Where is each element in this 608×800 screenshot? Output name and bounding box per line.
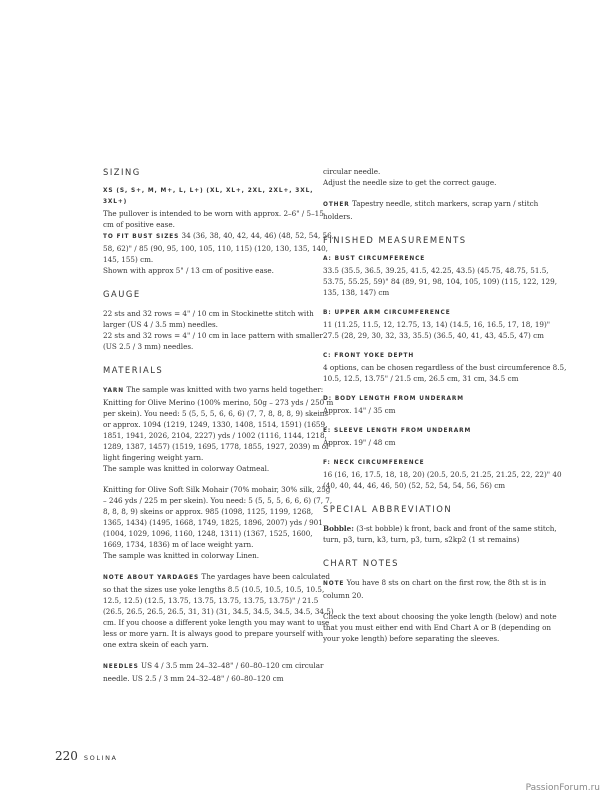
page-footer: [55, 745, 118, 764]
gauge-heading: GAUGE: [103, 289, 141, 299]
fit-label: TO FIT BUST SIZES: [103, 234, 180, 240]
bobble-def: [323, 523, 568, 545]
measure-e-label: E: SLEEVE LENGTH FROM UNDERARM: [323, 428, 472, 434]
measure-f-text: 16 (16, 16, 17.5, 18, 18, 20) (20.5, 20.5, 21.25, 21.25, 22, 22)" 40 (40, 40, 44, 46, 46, 50) (52, 52, 54, 54, 56, 56) cm: [323, 470, 562, 490]
measure-c-label: C: FRONT YOKE DEPTH: [323, 353, 415, 359]
page-number: 220: [55, 749, 78, 763]
gauge-line2: 22 sts and 32 rows = 4" / 10 cm in lace pattern with smaller (US 2.5 / 3 mm) needles.: [103, 331, 323, 351]
bobble-label: Bobble:: [323, 524, 354, 533]
magazine-name: SOLINA: [83, 754, 118, 762]
yarn-label: YARN: [103, 388, 125, 394]
sizes-label: XS (S, S+, M, M+, L, L+) (XL, XL+, 2XL, 2XL+, 3XL, 3XL+): [103, 188, 314, 205]
watermark: PassionForum.ru: [525, 783, 600, 793]
chart-check: Check the text about choosing the yoke length (below) and note that you must either end with End Chart A or B (depending on your yoke length) before separating the sleeves.: [323, 612, 557, 643]
needles-continued: circular needle.: [323, 167, 381, 176]
measure-c-text: 4 options, can be chosen regardless of the bust circumference 8.5, 10.5, 12.5, 13.75" / 21.5 cm, 26.5 cm, 31 cm, 34.5 cm: [323, 363, 567, 383]
chart-note-text: You have 8 sts on chart on the first row, the 8th st is in column 20.: [323, 578, 547, 600]
measure-d-text: Approx. 14" / 35 cm: [323, 406, 396, 415]
measure-d-label: D: BODY LENGTH FROM UNDERARM: [323, 396, 464, 402]
measure-a-text: 33.5 (35.5, 36.5, 39.25, 41.5, 42.25, 43.5) (45.75, 48.75, 51.5, 53.75, 55.25, 59)" 84 (89, 91, 98, 104, 105, 109) (115, 122, 129, 135, 138, 147) cm: [323, 266, 557, 297]
sizing-heading: SIZING: [103, 167, 141, 177]
bobble-text: (3-st bobble) k front, back and front of the same stitch, turn, p3, turn, k3, turn, p3, turn, s2kp2 (1 st remains): [323, 524, 557, 544]
yarn-intro: [103, 384, 335, 397]
sizing-intended: The pullover is intended to be worn with approx. 2–6" / 5–15 cm of positive ease.: [103, 209, 324, 229]
yarn-intro-text: The sample was knitted with two yarns held together:: [126, 385, 324, 394]
measure-a-label: A: BUST CIRCUMFERENCE: [323, 256, 426, 262]
needles-label: NEEDLES: [103, 664, 139, 670]
measure-b-text: 11 (11.25, 11.5, 12, 12.75, 13, 14) (14.5, 16, 16.5, 17, 18, 19)" 27.5 (28, 29, 30, 32, 33, 35.5) (36.5, 40, 41, 43, 45.5, 47) cm: [323, 320, 551, 340]
finished-heading: FINISHED MEASUREMENTS: [323, 235, 467, 245]
measure-f-label: F: NECK CIRCUMFERENCE: [323, 460, 425, 466]
gauge-line1: 22 sts and 32 rows = 4" / 10 cm in Stockinette stitch with larger (US 4 / 3.5 mm) needles.: [103, 309, 314, 329]
needles-text: US 4 / 3.5 mm 24–32–48" / 60–80–120 cm circular needle. US 2.5 / 3 mm 24–32–48" / 60–80–120 cm: [103, 661, 324, 683]
measure-b-label: B: UPPER ARM CIRCUMFERENCE: [323, 310, 451, 316]
chart-heading: CHART NOTES: [323, 558, 399, 568]
yarn-merino: Knitting for Olive Merino (100% merino, 50g – 273 yds / 250 m per skein). You need: 5 (5, 5, 5, 6, 6, 6) (7, 7, 8, 8, 8, 9) skeins or approx. 1094 (1219, 1249, 1330, 1408, 1514, 1591) (1659, 1851, 1941, 2026, 2104, 2227) yds / 1002 (1116, 1144, 1218, 1289, 1387, 1457) (1519, 1695, 1778, 1855, 1927, 2039) m of light fingering weight yarn.: [103, 398, 334, 462]
yardage-note: [103, 571, 335, 650]
yardage-note-label: NOTE ABOUT YARDAGES: [103, 575, 200, 581]
other-text: Tapestry needle, stitch markers, scrap yarn / stitch holders.: [323, 199, 539, 221]
yarn-mohair: Knitting for Olive Soft Silk Mohair (70% mohair, 30% silk, 25g – 246 yds / 225 m per skein). You need: 5 (5, 5, 5, 6, 6, 6) (7, 7, 8, 8, 8, 9) skeins or approx. 985 (1098, 1125, 1199, 1268, 1365, 1434) (1495, 1668, 1749, 1825, 1896, 2007) yds / 901 (1004, 1029, 1096, 1160, 1248, 1311) (1367, 1525, 1600, 1669, 1734, 1836) m of lace weight yarn.: [103, 485, 333, 549]
fit-text: 34 (36, 38, 40, 42, 44, 46) (48, 52, 54, 56, 58, 62)" / 85 (90, 95, 100, 105, 110, 115) (120, 130, 135, 140, 145, 155) cm.: [103, 231, 334, 264]
right-column: [323, 166, 568, 644]
needles: [103, 660, 335, 684]
left-column: [103, 166, 335, 684]
needles-adjust: Adjust the needle size to get the correct gauge.: [323, 178, 497, 187]
yarn-mohair-color: The sample was knitted in colorway Linen.: [103, 551, 260, 560]
special-heading: SPECIAL ABBREVIATION: [323, 504, 453, 514]
materials-heading: MATERIALS: [103, 365, 164, 375]
yarn-merino-color: The sample was knitted in colorway Oatmeal.: [103, 464, 270, 473]
other-label: OTHER: [323, 202, 350, 208]
yardage-note-text: The yardages have been calculated so that the sizes use yoke lengths 8.5 (10.5, 10.5, 10.5, 10.5, 12.5, 12.5) (12.5, 13.75, 13.75, 13.75, 13.75, 13.75)" / 21.5 (26.5, 26.5, 26.5, 26.5, 31, 31) (31, 34.5, 34.5, 34.5, 34.5, 34.5) cm. If you choose a different yoke length you may want to use less or more yarn. It is always good to prepare yourself with one extra skein of each yarn.: [103, 572, 334, 649]
fit-bust-sizes: [103, 230, 335, 265]
sizing-shown: Shown with approx 5" / 13 cm of positive ease.: [103, 266, 274, 275]
chart-note-label: NOTE: [323, 581, 345, 587]
measure-e-text: Approx. 19" / 48 cm: [323, 438, 396, 447]
chart-note: [323, 577, 568, 601]
other-notions: [323, 198, 568, 222]
